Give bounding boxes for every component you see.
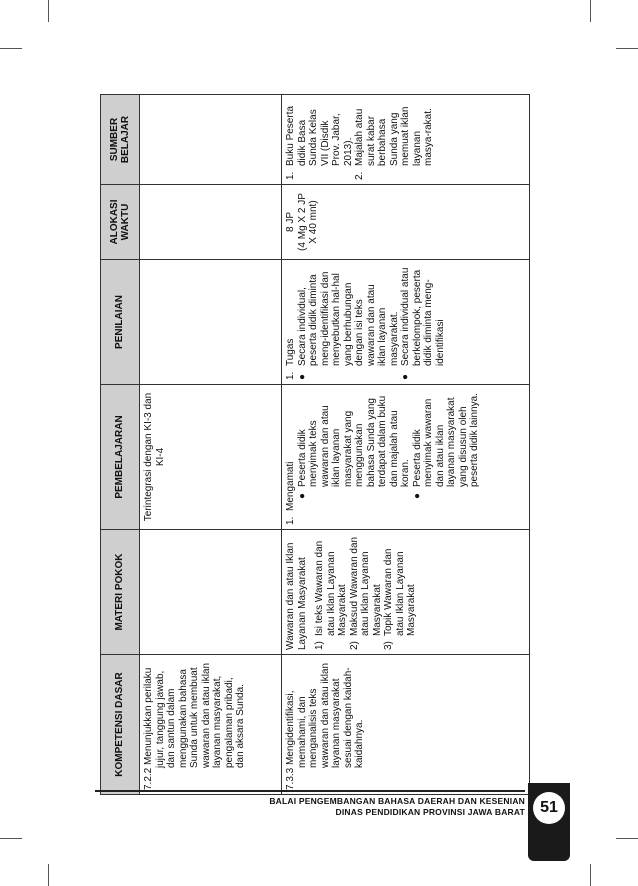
footer-department: DINAS PENDIDIKAN PROVINSI JAWA BARAT [335,807,525,817]
crop-mark-bl-h [0,838,22,839]
cell-alokasi-empty [140,185,282,260]
syllabus-table [100,94,530,795]
footer-institution: BALAI PENGEMBANGAN BAHASA DAERAH DAN KESENIAN [269,796,525,806]
table-row [282,95,530,795]
kd-number: 7.2.2 [143,767,154,790]
cell-kd-7-2-2 [140,655,282,795]
sumber-list [285,99,435,180]
list-item: 2) Maksud Wawaran dan atau Iklan Layanan Masyarakat [348,536,383,650]
crop-mark-tr-v [590,0,591,22]
cell-materi-pokok [282,530,530,655]
crop-mark-tl-v [48,0,49,22]
header-penilaian: PENILAIAN [101,260,140,385]
header-row [101,95,140,795]
cell-kd-7-3-3 [282,655,530,795]
page-number: 51 [533,792,565,824]
penilaian-list [285,264,446,380]
table-row [140,95,282,795]
header-pembelajaran: PEMBELAJARAN [101,385,140,530]
kd-number: 7.3.3 [285,767,296,790]
cell-sumber-belajar [282,95,530,185]
list-item: ● Secara individual atau berkelompok, peserta didik diminta meng-identifikasi [400,267,446,380]
footer-divider [95,790,525,792]
materi-list [314,534,418,650]
header-alokasi-waktu: ALOKASI WAKTU [101,185,140,260]
materi-intro: Wawaran dan atau Iklan Layanan Masyarakat [285,542,308,650]
crop-mark-br-v [590,864,591,886]
cell-alokasi-waktu [282,185,530,260]
crop-mark-bl-v [48,864,49,886]
list-item: 1. Tugas [285,338,296,380]
list-item: ● Peserta didik menyimak teks wawaran dan atau iklan layanan masyarakat yang menggunakan bahasa Sunda yang terdapat dalam buku dan majalah atau koran. [296,395,411,499]
pembelajaran-text: Terintegrasi dengan KI-3 dan KI-4 [143,392,166,522]
header-materi-pokok: MATERI POKOK [101,530,140,655]
list-item: 2. Majalah atau surat kabar berbahasa Sunda yang memuat iklan layanan masya-rakat. [354,106,434,180]
cell-penilaian [282,260,530,385]
cell-materi-empty [140,530,282,655]
header-sumber-belajar: SUMBER BELAJAR [101,95,140,185]
crop-mark-tl-h [0,48,22,49]
list-item: ● Secara individual, peserta didik diminta meng-identifikasi dan menyebutkan hal-hal yang berhubungan dengan isi teks wawaran dan atau iklan layanan masyarakat. [296,271,400,380]
crop-mark-tr-h [616,48,638,49]
kd-entry [285,659,366,790]
list-item: 1. Buku Peserta didik Basa Sunda Kelas VII (Disdik Prov. Jabar, 2013). [285,105,354,180]
alokasi-jp: 8 JP [285,212,296,233]
header-kompetensi-dasar: KOMPETENSI DASAR [101,655,140,795]
cell-sumber-empty [140,95,282,185]
pembelajaran-list [285,389,481,525]
list-item: ● Peserta didik menyimak wawaran dan atau iklan layanan masyarakat yang disusun oleh peserta didik lainnya. [411,393,480,499]
kd-entry [143,659,247,790]
cell-pembelajaran [140,385,282,530]
kd-text: Menunjukkan perilaku jujur, tanggung jawab, dan santun dalam menggunakan bahasa Sunda untuk membuat wawaran dan atau iklan layanan masyarakat, pengalaman pribadi, dan aksara Sunda. [143,662,246,768]
pembelajaran-sublist [297,389,481,511]
list-item: 1. Mengamati ● Peserta didik menyimak teks wawaran dan atau iklan layanan masyarakat yang menggunakan bahasa Sunda yang terdapat dalam buku dan majalah atau koran. ● Peserta didik menyimak wawaran dan atau iklan layanan masyarakat yang disusun oleh peserta didik lainnya. [285,389,481,525]
kd-text: Mengidentifikasi, memahami, dan menganalisis teks wawaran dan atau iklan layanan masyarakat sesuai dengan kaidah-kaidahnya. [285,662,365,768]
list-item: 3) Topik Wawaran dan atau Iklan Layanan Masyarakat [383,548,417,650]
cell-penilaian-empty [140,260,282,385]
rotated-syllabus-page [100,95,530,795]
alokasi-detail: (4 Mg X 2 JP X 40 mnt) [296,193,319,251]
list-item: 1) Isi teks Wawaran dan atau Iklan Layanan Masyarakat [314,540,348,650]
cell-pembelajaran [282,385,530,530]
crop-mark-br-h [616,838,638,839]
